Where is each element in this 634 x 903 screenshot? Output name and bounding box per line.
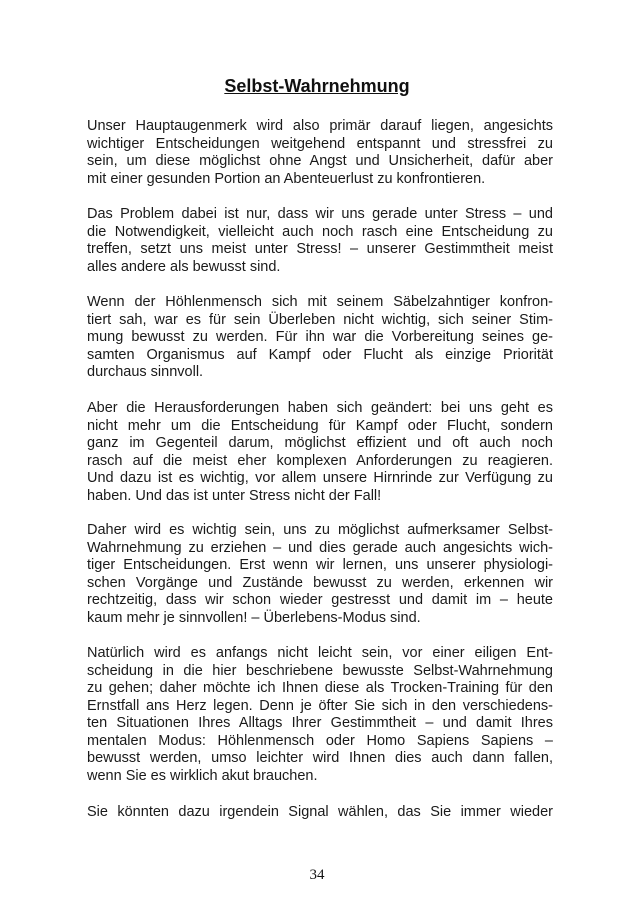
text-line: Unser Hauptaugenmerk wird also primär darauf liegen, angesichts — [87, 118, 553, 134]
text-line: Ernstfall ans Herz legen. Denn je öfter Sie sich in den verschiedens- — [87, 697, 553, 714]
text-line: wichtiger Entscheidungen weitgehend entspannt und stressfrei zu — [87, 135, 553, 152]
text-line: rasch auf die meist eher komplexen Anforderungen zu reagieren. — [87, 452, 553, 469]
text-line: sein, um diese möglichst ohne Angst und Unsicherheit, dafür aber — [87, 153, 553, 169]
text-line: alles andere als bewusst sind. — [87, 258, 281, 275]
text-line: die Notwendigkeit, vielleicht auch noch rasch eine Entscheidung zu — [87, 223, 553, 240]
text-line: Und dazu ist es wichtig, vor allem unsere Hirnrinde zur Verfügung zu — [87, 470, 553, 486]
text-line: Natürlich wird es anfangs nicht leicht sein, vor einer eiligen Ent- — [87, 645, 553, 661]
text-line: ten Situationen Ihres Alltags Ihrer Gestimmtheit – und damit Ihres — [87, 715, 553, 731]
paragraph — [87, 400, 553, 505]
text-line: kaum mehr je sinnvollen! – Überlebens-Modus sind. — [87, 609, 421, 626]
text-line: mit einer gesunden Portion an Abenteuerlust zu konfrontieren. — [87, 170, 486, 187]
text-line: bewusst werden, umso leichter wird Ihnen dies auch dann fallen, — [87, 750, 553, 766]
text-line: tiert sah, war es für sein Überleben nicht wichtig, sich seiner Stim- — [87, 311, 553, 328]
text-line: zu gehen; daher möchte ich Ihnen diese als Trocken-Training für den — [87, 680, 553, 696]
text-line: Aber die Herausforderungen haben sich geändert: bei uns geht es — [87, 400, 553, 416]
text-line: Daher wird es wichtig sein, uns zu möglichst aufmerksamer Selbst- — [87, 522, 553, 538]
text-line: mung bewusst zu werden. Für ihn war die Vorbereitung seines ge- — [87, 329, 553, 345]
text-line: haben. Und das ist unter Stress nicht der Fall! — [87, 487, 382, 504]
text-line: ganz im Gegenteil darum, möglichst effizient und oft auch noch — [87, 435, 553, 451]
text-line: wenn Sie es wirklich akut brauchen. — [87, 767, 318, 784]
text-line: rechtzeitig, dass wir schon wieder gestresst und damit im – heute — [87, 592, 553, 608]
paragraph — [87, 645, 553, 785]
page-number: 34 — [309, 867, 325, 883]
text-line: Wahrnehmung zu erziehen – und dies gerade auch angesichts wich- — [87, 539, 553, 556]
paragraph — [87, 206, 553, 276]
text-line: Das Problem dabei ist nur, dass wir uns gerade unter Stress – und — [87, 206, 553, 222]
text-line: nicht mehr um die Entscheidung für Kampf oder Flucht, sondern — [87, 417, 553, 434]
text-line: tiger Entscheidungen. Erst wenn wir lernen, uns unserer physiologi- — [87, 557, 553, 573]
paragraph — [87, 522, 553, 627]
page-title: Selbst-Wahrnehmung — [224, 76, 410, 96]
paragraph — [87, 804, 553, 822]
text-line: schen Vorgänge und Zustände bewusst zu werden, erkennen wir — [87, 574, 553, 591]
text-line: durchaus sinnvoll. — [87, 364, 204, 380]
text-line: mentalen Modus: Höhlenmensch oder Homo Sapiens Sapiens – — [87, 732, 553, 749]
text-line: scheidung in die hier beschriebene bewusste Selbst-Wahrnehmung — [87, 662, 553, 679]
text-line: Wenn der Höhlenmensch sich mit seinem Säbelzahntiger konfron- — [87, 294, 553, 310]
paragraph — [87, 118, 553, 188]
text-line: treffen, setzt uns meist unter Stress! – unserer Gestimmtheit meist — [87, 241, 553, 257]
text-line: Sie könnten dazu irgendein Signal wählen, das Sie immer wieder — [87, 804, 553, 820]
text-line: samten Organismus auf Kampf oder Flucht als einzige Priorität — [87, 346, 553, 363]
paragraph — [87, 294, 553, 382]
